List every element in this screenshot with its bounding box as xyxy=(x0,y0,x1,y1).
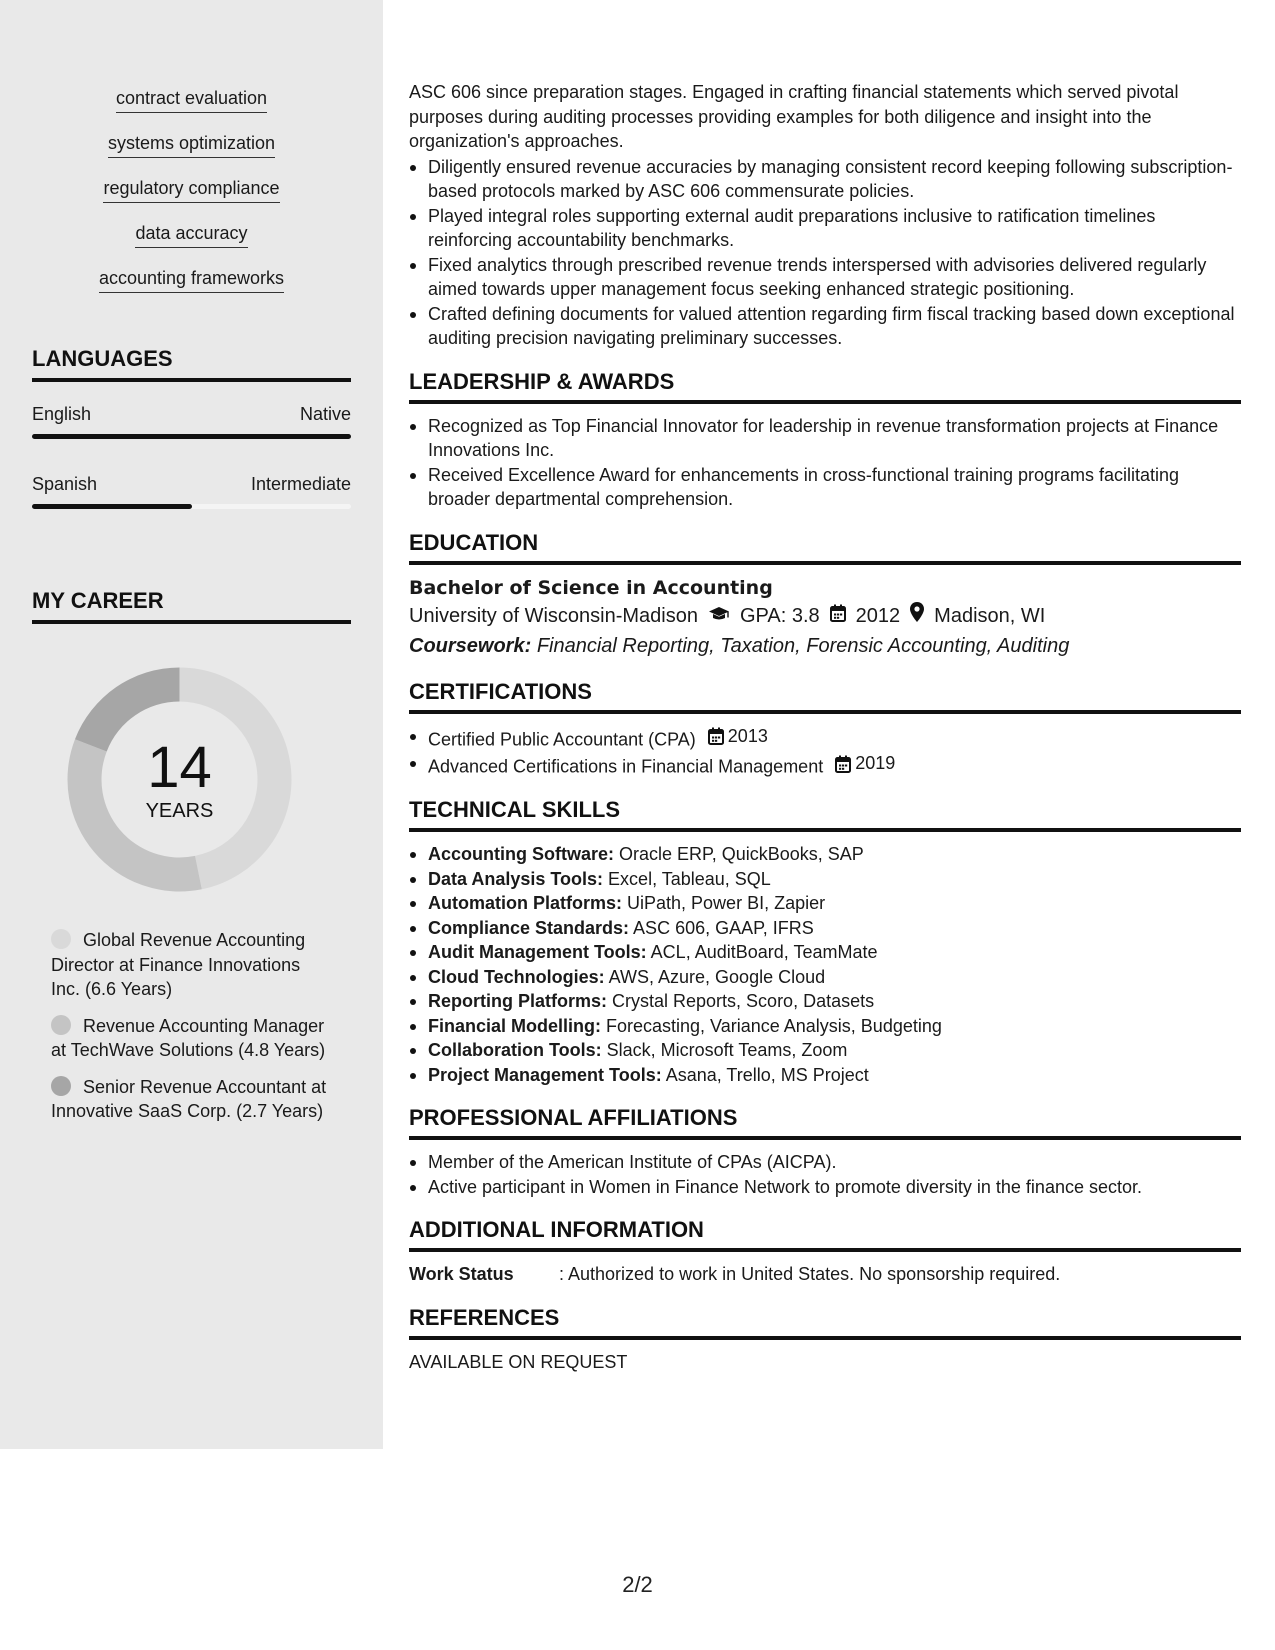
skill-label: data accuracy xyxy=(135,222,247,248)
technical-skill-value: Asana, Trello, MS Project xyxy=(661,1064,869,1085)
degree-title: Bachelor of Science in Accounting xyxy=(409,576,773,599)
award-item: Received Excellence Award for enhancements in cross-functional training programs facilitating broader departmental comprehension. xyxy=(409,463,1241,512)
technical-skill-label: Collaboration Tools: xyxy=(428,1040,602,1060)
education-location: Madison, WI xyxy=(934,604,1046,627)
leadership-section xyxy=(409,368,1241,512)
work-status-label: Work Status xyxy=(409,1264,514,1284)
technical-skill-label: Compliance Standards: xyxy=(428,917,630,938)
section-heading: TECHNICAL SKILLS xyxy=(409,796,1241,832)
career-legend-item xyxy=(51,1014,331,1063)
certification-item xyxy=(409,751,1241,779)
education-section xyxy=(409,529,1241,661)
career-legend-text: Senior Revenue Accountant at Innovative SaaS Corp. (2.7 Years) xyxy=(51,1076,327,1121)
graduation-cap-icon xyxy=(708,601,730,631)
language-row-spanish xyxy=(32,473,351,495)
coursework-list: Financial Reporting, Taxation, Forensic Accounting, Auditing xyxy=(536,634,1070,657)
career-legend-item xyxy=(51,928,331,1002)
language-row-english xyxy=(32,403,351,425)
career-donut-chart xyxy=(67,667,292,892)
technical-skill-item xyxy=(409,867,1241,892)
certification-year: 2013 xyxy=(727,725,768,746)
certification-item xyxy=(409,724,1241,752)
career-legend-dot xyxy=(51,1015,71,1035)
technical-skill-label: Automation Platforms: xyxy=(428,893,623,913)
career-years-label: YEARS xyxy=(145,799,214,822)
technical-skill-item xyxy=(409,1038,1241,1063)
section-heading: PROFESSIONAL AFFILIATIONS xyxy=(409,1104,1241,1140)
technical-skill-value: ASC 606, GAAP, IFRS xyxy=(629,917,814,938)
skill-item xyxy=(0,177,383,222)
technical-skill-item xyxy=(409,891,1241,916)
experience-bullet: Fixed analytics through prescribed revenue trends interspersed with advisories delivered regularly aimed towards upper management focus seeking enhanced strategic positioning. xyxy=(409,253,1241,302)
section-heading: REFERENCES xyxy=(409,1304,1241,1340)
career-donut-center xyxy=(67,667,292,892)
location-pin-icon xyxy=(910,601,924,631)
references-section xyxy=(409,1304,1241,1375)
skill-item xyxy=(0,267,383,312)
certification-name: Advanced Certifications in Financial Management xyxy=(428,756,824,777)
career-legend-item xyxy=(51,1075,331,1124)
skill-item xyxy=(0,222,383,267)
calendar-icon xyxy=(835,755,851,773)
technical-skill-item xyxy=(409,989,1241,1014)
technical-skill-label: Data Analysis Tools: xyxy=(428,868,604,889)
main-column xyxy=(409,80,1241,1374)
award-item: Recognized as Top Financial Innovator for leadership in revenue transformation projects at Finance Innovations Inc. xyxy=(409,414,1241,463)
technical-skill-label: Financial Modelling: xyxy=(428,1015,602,1036)
work-status-value: : Authorized to work in United States. No sponsorship required. xyxy=(559,1264,1061,1284)
career-legend xyxy=(51,928,331,1136)
experience-bullets xyxy=(409,155,1241,351)
experience-bullet: Crafted defining documents for valued attention regarding firm fiscal tracking based down exceptional auditing precision navigating preliminary successes. xyxy=(409,302,1241,351)
section-heading: EDUCATION xyxy=(409,529,1241,565)
career-legend-text: Revenue Accounting Manager at TechWave Solutions (4.8 Years) xyxy=(51,1015,326,1060)
graduation-year: 2012 xyxy=(855,604,901,627)
technical-skill-value: Oracle ERP, QuickBooks, SAP xyxy=(614,844,864,864)
affiliation-item: Active participant in Women in Finance Network to promote diversity in the finance sector. xyxy=(409,1175,1241,1200)
languages-heading: LANGUAGES xyxy=(32,345,351,382)
experience-bullet: Diligently ensured revenue accuracies by managing consistent record keeping following subscription-based protocols marked by ASC 606 commensurate policies. xyxy=(409,155,1241,204)
leadership-list xyxy=(409,414,1241,512)
affiliation-item: Member of the American Institute of CPAs (AICPA). xyxy=(409,1150,1241,1175)
certification-name: Certified Public Accountant (CPA) xyxy=(428,728,696,749)
certifications-list xyxy=(409,724,1241,780)
technical-skill-value: Slack, Microsoft Teams, Zoom xyxy=(601,1040,848,1060)
language-bar-spanish xyxy=(32,504,351,509)
certification-date xyxy=(835,751,895,776)
additional-info-section xyxy=(409,1216,1241,1287)
technical-skill-value: ACL, AuditBoard, TeamMate xyxy=(646,942,878,962)
language-name: Spanish xyxy=(32,474,98,494)
skill-label: systems optimization xyxy=(108,132,275,158)
technical-skill-item xyxy=(409,1063,1241,1088)
section-heading: CERTIFICATIONS xyxy=(409,678,1241,714)
technical-skill-value: Forecasting, Variance Analysis, Budgeting xyxy=(601,1015,942,1036)
technical-skill-label: Project Management Tools: xyxy=(428,1064,662,1085)
work-status-row xyxy=(409,1262,1241,1287)
sidebar xyxy=(0,0,383,1449)
section-heading: ADDITIONAL INFORMATION xyxy=(409,1216,1241,1252)
language-name: English xyxy=(32,404,92,424)
technical-skills-section xyxy=(409,796,1241,1087)
affiliations-list xyxy=(409,1150,1241,1199)
language-bar-fill xyxy=(32,434,351,439)
technical-skill-value: Crystal Reports, Scoro, Datasets xyxy=(607,991,875,1011)
skills-list xyxy=(0,87,383,312)
affiliations-section xyxy=(409,1104,1241,1199)
technical-skill-item xyxy=(409,940,1241,965)
skill-item xyxy=(0,87,383,132)
coursework-label: Coursework: xyxy=(409,634,532,657)
skill-label: contract evaluation xyxy=(116,87,267,113)
education-meta xyxy=(409,601,1241,631)
technical-skill-label: Audit Management Tools: xyxy=(428,942,647,962)
technical-skill-value: Excel, Tableau, SQL xyxy=(603,868,771,889)
technical-skill-label: Reporting Platforms: xyxy=(428,991,608,1011)
experience-intro-text: ASC 606 since preparation stages. Engaged in crafting financial statements which served pivotal purposes during auditing processes providing examples for both diligence and insight into the organization's approaches. xyxy=(409,82,1179,151)
technical-skill-item xyxy=(409,842,1241,867)
school-name: University of Wisconsin-Madison xyxy=(409,604,698,627)
technical-skill-value: AWS, Azure, Google Cloud xyxy=(604,966,826,987)
certification-year: 2019 xyxy=(855,753,896,774)
technical-skill-value: UiPath, Power BI, Zapier xyxy=(622,893,826,913)
skill-label: regulatory compliance xyxy=(103,177,279,203)
language-bar-english xyxy=(32,434,351,439)
career-legend-dot xyxy=(51,929,71,949)
references-text: AVAILABLE ON REQUEST xyxy=(409,1351,628,1372)
technical-skill-item xyxy=(409,1014,1241,1039)
experience-bullet: Played integral roles supporting external audit preparations inclusive to ratification timelines reinforcing accountability benchmarks. xyxy=(409,204,1241,253)
career-legend-dot xyxy=(51,1076,71,1096)
certification-date xyxy=(708,724,768,749)
career-heading: MY CAREER xyxy=(32,587,351,624)
calendar-icon xyxy=(708,727,724,745)
certifications-section xyxy=(409,678,1241,780)
section-heading: LEADERSHIP & AWARDS xyxy=(409,368,1241,404)
technical-skill-label: Accounting Software: xyxy=(428,844,615,864)
skill-label: accounting frameworks xyxy=(99,267,284,293)
technical-skill-item xyxy=(409,965,1241,990)
skill-item xyxy=(0,132,383,177)
technical-skill-label: Cloud Technologies: xyxy=(428,966,605,987)
coursework xyxy=(409,631,1241,661)
language-level: Native xyxy=(299,404,351,424)
language-level: Intermediate xyxy=(250,474,351,494)
page-number: 2/2 xyxy=(622,1572,653,1597)
technical-skills-list xyxy=(409,842,1241,1087)
career-total-years: 14 xyxy=(147,734,212,800)
gpa: GPA: 3.8 xyxy=(739,604,820,627)
calendar-icon xyxy=(830,601,846,631)
language-bar-fill xyxy=(32,504,192,509)
technical-skill-item xyxy=(409,916,1241,941)
career-legend-text: Global Revenue Accounting Director at Finance Innovations Inc. (6.6 Years) xyxy=(51,930,306,999)
